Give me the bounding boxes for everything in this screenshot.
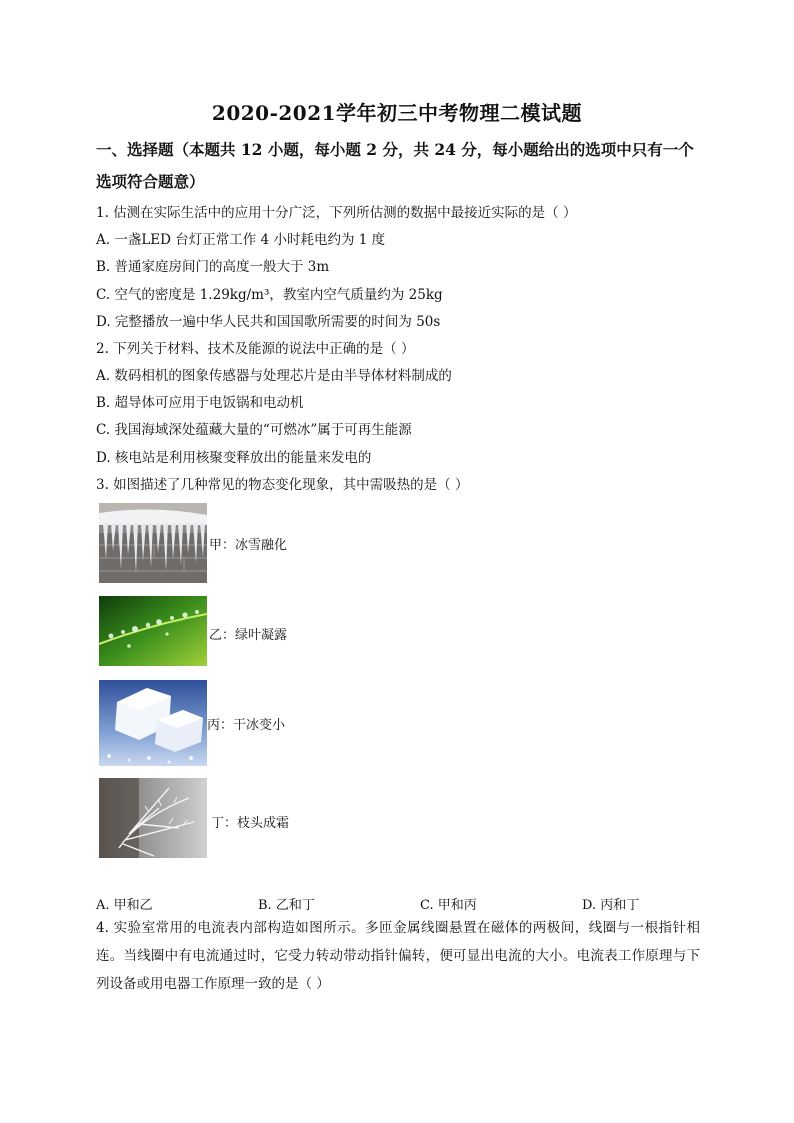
q1-option-b: B. 普通家庭房间门的高度一般大于 3m [96,259,330,275]
q2-option-c: C. 我国海域深处蕴藏大量的“可燃冰”属于可再生能源 [96,422,412,438]
q2-stem: 2. 下列关于材料、技术及能源的说法中正确的是（ ） [96,341,415,357]
q2-option-a: A. 数码相机的图象传感器与处理芯片是由半导体材料制成的 [96,368,452,384]
q2-option-d: D. 核电站是利用核聚变释放出的能量来发电的 [96,450,372,466]
q3-stem: 3. 如图描述了几种常见的物态变化现象，其中需吸热的是（ ） [96,477,469,493]
q1-stem: 1. 估测在实际生活中的应用十分广泛，下列所估测的数据中最接近实际的是（ ） [96,205,577,221]
q3-choice-c: C. 甲和丙 [420,898,477,913]
caption-dew-on-leaf: 乙：绿叶凝露 [209,628,288,643]
dry-ice-photo [99,680,207,766]
q2-option-b: B. 超导体可应用于电饭锅和电动机 [96,395,304,411]
caption-melting-snow: 甲：冰雪融化 [209,538,288,553]
q1-option-a: A. 一盏LED 台灯正常工作 4 小时耗电约为 1 度 [96,232,386,248]
caption-dry-ice: 丙：干冰变小 [207,718,286,733]
q4-text: 4. 实验室常用的电流表内部构造如图所示。多匝金属线圈悬置在磁体的两极间，线圈与一根指针相连。当线圈中有电流通过时，它受力转动带动指针偏转，便可显出电流的大小。电流表工作原理与下列设备或用电器工作原理一致的是（ ） [96,920,700,992]
section-heading-line1: 一、选择题（本题共 12 小题，每小题 2 分，共 24 分，每小题给出的选项中只有一个 [96,140,694,159]
dew-leaf-photo [99,596,207,666]
section-heading-line2: 选项符合题意） [96,172,205,191]
q1-option-c: C. 空气的密度是 1.29kg/m³，教室内空气质量约为 25kg [96,287,443,303]
caption-frost-on-branch: 丁：枝头成霜 [211,816,290,831]
page-title: 2020-2021学年初三中考物理二模试题 [211,101,583,125]
icicles-photo [99,503,207,583]
frost-branch-photo [99,778,207,858]
q3-choice-b: B. 乙和丁 [258,898,315,913]
q3-choice-a: A. 甲和乙 [96,898,153,913]
q1-option-d: D. 完整播放一遍中华人民共和国国歌所需要的时间为 50s [96,314,441,330]
q3-choice-d: D. 丙和丁 [582,898,640,913]
